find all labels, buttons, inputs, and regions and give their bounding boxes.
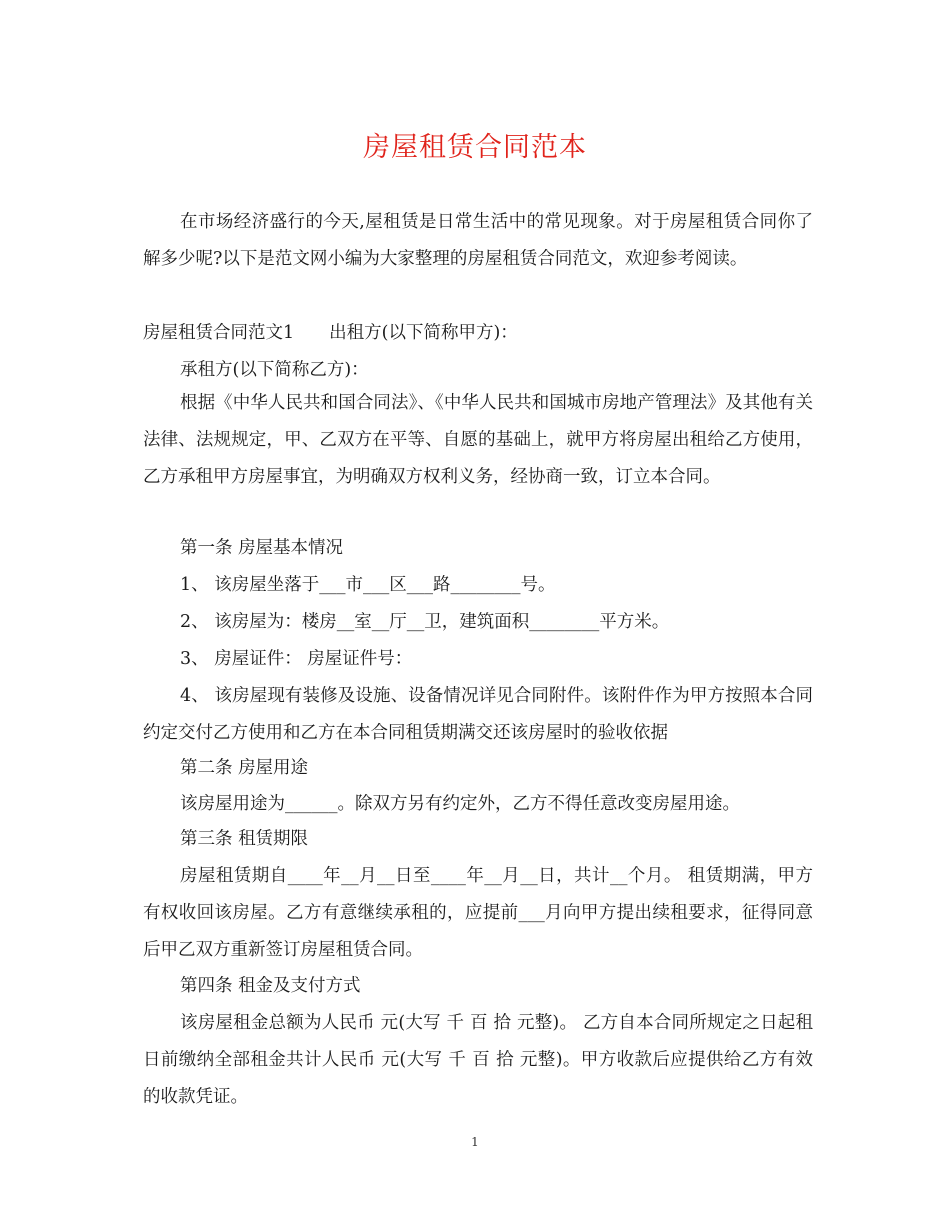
article1-item3: 3、 房屋证件： 房屋证件号： xyxy=(180,649,413,669)
article3-title: 第三条 租赁期限 xyxy=(180,829,309,849)
basis-paragraph: 根据《中华人民共和国合同法》、《中华人民共和国城市房地产管理法》及其他有关法律、法规规定，甲、乙双方在平等、自愿的基础上，就甲方将房屋出租给乙方使用，乙方承租甲方房屋事宜，为明确双方权利义务，经协商一致，订立本合同。 xyxy=(143,393,813,487)
document-title: 房屋租赁合同范本 xyxy=(363,132,587,163)
article4-title: 第四条 租金及支付方式 xyxy=(180,976,361,996)
article1-item1: 1、 该房屋坐落于___市___区___路________号。 xyxy=(180,575,556,595)
heading-line: 房屋租赁合同范文1 出租方(以下简称甲方)： xyxy=(143,323,518,343)
intro-paragraph: 在市场经济盛行的今天,屋租赁是日常生活中的常见现象。对于房屋租赁合同你了解多少呢?以下是范文网小编为大家整理的房屋租赁合同范文，欢迎参考阅读。 xyxy=(143,212,813,269)
article1-title: 第一条 房屋基本情况 xyxy=(180,538,344,558)
article2-title: 第二条 房屋用途 xyxy=(180,758,309,778)
article4-text: 该房屋租金总额为人民币 元(大写 千 百 拾 元整)。 乙方自本合同所规定之日起租日前缴纳全部租金共计人民币 元(大写 千 百 拾 元整)。甲方收款后应提供给乙方有效的收款凭证。 xyxy=(143,1013,813,1107)
article1-item2: 2、 该房屋为：楼房__室__厅__卫，建筑面积________平方米。 xyxy=(180,612,670,632)
article3-text: 房屋租赁期自____年__月__日至____年__月__日，共计__个月。 租赁期满，甲方有权收回该房屋。乙方有意继续承租的，应提前___月向甲方提出续租要求，征得同意后甲乙双方重新签订房屋租赁合同。 xyxy=(143,866,813,960)
article2-text: 该房屋用途为______。除双方另有约定外，乙方不得任意改变房屋用途。 xyxy=(180,794,740,814)
lessee-line: 承租方(以下简称乙方)： xyxy=(180,360,369,380)
article1-item4: 4、 该房屋现有装修及设施、设备情况详见合同附件。该附件作为甲方按照本合同约定交付乙方使用和乙方在本合同租赁期满交还该房屋时的验收依据 xyxy=(143,686,813,743)
page-number: 1 xyxy=(471,1135,479,1149)
